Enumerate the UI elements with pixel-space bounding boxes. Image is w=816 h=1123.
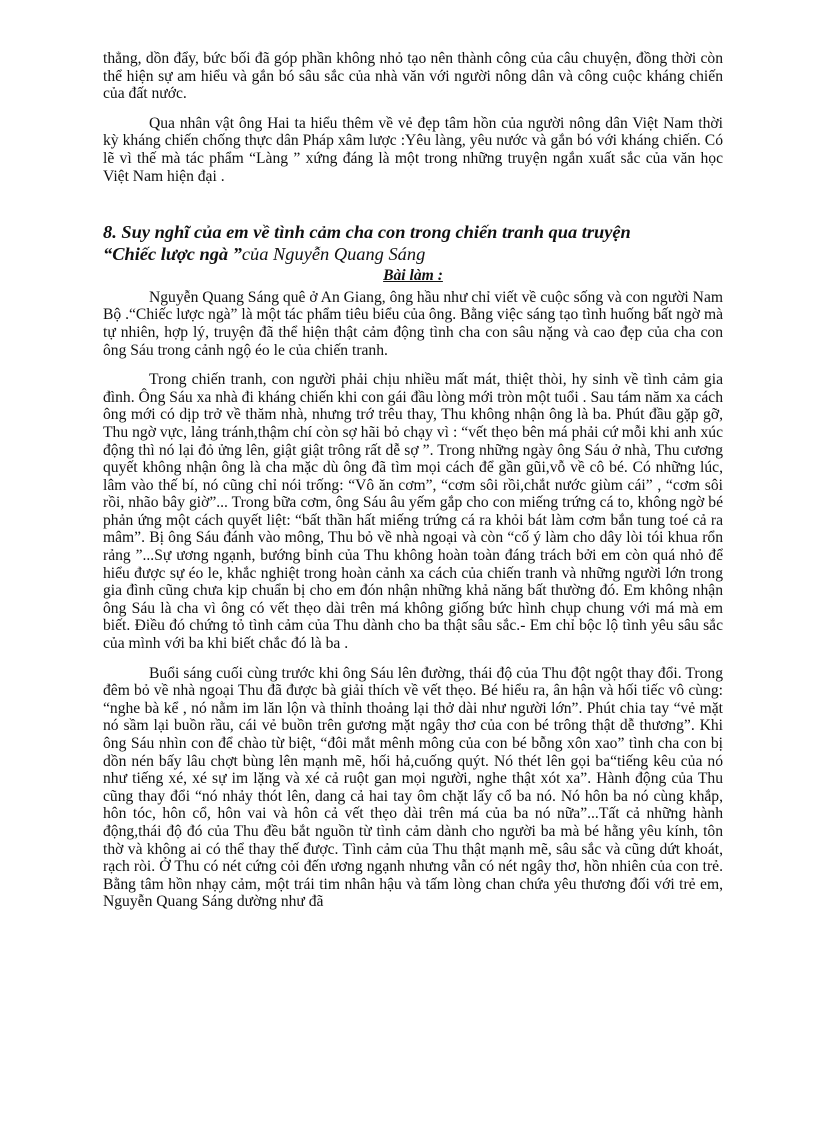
heading-line-1: 8. Suy nghĩ của em về tình cảm cha con trong chiến tranh qua truyện	[103, 222, 631, 243]
heading-work-title: “Chiếc lược ngà ”	[103, 244, 242, 265]
section-heading	[103, 221, 723, 265]
paragraph-essay-2: Trong chiến tranh, con người phải chịu nhiều mất mát, thiệt thòi, hy sinh về tình cảm gia đình. Ông Sáu xa nhà đi kháng chiến khi con gái đầu lòng mới tròn một tuổi . Sau tám năm xa cách ông mới có dịp trở về thăm nhà, nhưng trớ trêu thay, Thu không nhận ông là ba. Phút đầu gặp gỡ, Thu ngờ vực, lảng tránh,thậm chí còn sợ hãi bỏ chạy vì : “vết thẹo bên má phải cứ mỗi khi anh xúc động thì nó lại đỏ ửng lên, giật giật trông rất dễ sợ ”. Trong những ngày ông Sáu ở nhà, Thu cương quyết không nhận ông là cha mặc dù ông đã tìm mọi cách để gần gũi,vỗ về cô bé. Có những lúc, lâm vào thế bí, nó cũng chỉ nói trống: “Vô ăn cơm”, “cơm sôi rồi,chắt nước giùm cái” , “cơm sôi rồi, nhão bây giờ”... Trong bữa cơm, ông Sáu âu yếm gắp cho con miếng trứng cá to, không ngờ bé phản ứng một cách quyết liệt: “bất thần hất miếng trứng cá ra khỏi bát làm cơm bắn tung toé cả ra mâm”. Bị ông Sáu đánh vào mông, Thu bỏ về nhà ngoại và còn “cố ý làm cho dây lòi tói khua rổn rảng ”...Sự ương ngạnh, bướng bỉnh của Thu không hoàn toàn đáng trách bởi em còn quá nhỏ để hiểu được sự éo le, khắc nghiệt trong hoàn cảnh xa cách của chiến tranh và những người lớn trong gia đình cũng chưa kịp chuẩn bị cho em đón nhận những khả năng bất thường đó. Em không nhận ông Sáu là cha vì ông có vết thẹo dài trên má không giống bức hình chụp chung với má mà em biết. Điều đó chứng tỏ tình cảm của Thu dành cho ba thật sâu sắc.- Em chỉ bộc lộ tình yêu sâu sắc của mình với ba khi biết chắc đó là ba .	[103, 371, 723, 653]
heading-author: của Nguyễn Quang Sáng	[241, 244, 426, 265]
heading-line-2	[103, 243, 723, 265]
paragraph-essay-3: Buổi sáng cuối cùng trước khi ông Sáu lên đường, thái độ của Thu đột ngột thay đổi. Trong đêm bỏ về nhà ngoại Thu đã được bà giải thích về vết thẹo. Bé hiểu ra, ân hận và hối tiếc vô cùng: “nghe bà kể , nó nằm im lăn lộn và thỉnh thoảng lại thở dài như người lớn”. Phút chia tay “vẻ mặt nó sầm lại buồn rầu, cái vẻ buồn trên gương mặt ngây thơ của con bé trông thật dễ thương”. Khi ông Sáu nhìn con để chào từ biệt, “đôi mắt mênh mông của con bé bỗng xôn xao” tình cha con bị dồn nén bấy lâu chợt bùng lên mạnh mẽ, hối hả,cuống quýt. Nó thét lên gọi ba“tiếng kêu của nó như tiếng xé, xé sự im lặng và xé cả ruột gan mọi người, nghe thật xót xa”. Hành động của Thu cũng thay đổi “nó nhảy thót lên, dang cả hai tay ôm chặt lấy cổ ba nó. Nó hôn ba nó cùng khắp, hôn tóc, hôn cổ, hôn vai và hôn cả vết thẹo dài trên má của ba nó nữa”...Tất cả những hành động,thái độ đó của Thu đều bắt nguồn từ tình cảm dành cho người ba mà bé hằng yêu kính, tôn thờ và không ai có thể thay thế được. Tình cảm của Thu thật mạnh mẽ, sâu sắc và cũng dứt khoát, rạch ròi. Ở Thu có nét cứng cỏi đến ương ngạnh nhưng vẫn có nét ngây thơ, hồn nhiên của con trẻ. Bằng tâm hồn nhạy cảm, một trái tim nhân hậu và tấm lòng chan chứa yêu thương đối với trẻ em, Nguyễn Quang Sáng dường như đã	[103, 664, 723, 911]
paragraph-essay-1: Nguyễn Quang Sáng quê ở An Giang, ông hầu như chỉ viết về cuộc sống và con người Nam Bộ .“Chiếc lược ngà” là một tác phẩm tiêu biểu của ông. Bằng việc sáng tạo tình huống bất ngờ mà tự nhiên, hợp lý, truyện đã thể hiện thật cảm động tình cha con sâu nặng và cao đẹp của cha con ông Sáu trong cảnh ngộ éo le của chiến tranh.	[103, 288, 723, 359]
essay-subtitle: Bài làm :	[383, 267, 443, 285]
document-page	[103, 50, 723, 923]
paragraph-intro-continuation: thẳng, dồn đẩy, bức bối đã góp phần không nhỏ tạo nên thành công của câu chuyện, đồng thời còn thể hiện sự am hiểu và gắn bó sâu sắc của nhà văn với người nông dân và công cuộc kháng chiến của đất nước.	[103, 50, 723, 103]
paragraph-conclusion: Qua nhân vật ông Hai ta hiểu thêm về vẻ đẹp tâm hồn của người nông dân Việt Nam thời kỳ kháng chiến chống thực dân Pháp xâm lược :Yêu làng, yêu nước và gắn bó với kháng chiến. Có lẽ vì thế mà tác phẩm “Làng ” xứng đáng là một trong những truyện ngắn xuất sắc của văn học Việt Nam hiện đại .	[103, 114, 723, 185]
